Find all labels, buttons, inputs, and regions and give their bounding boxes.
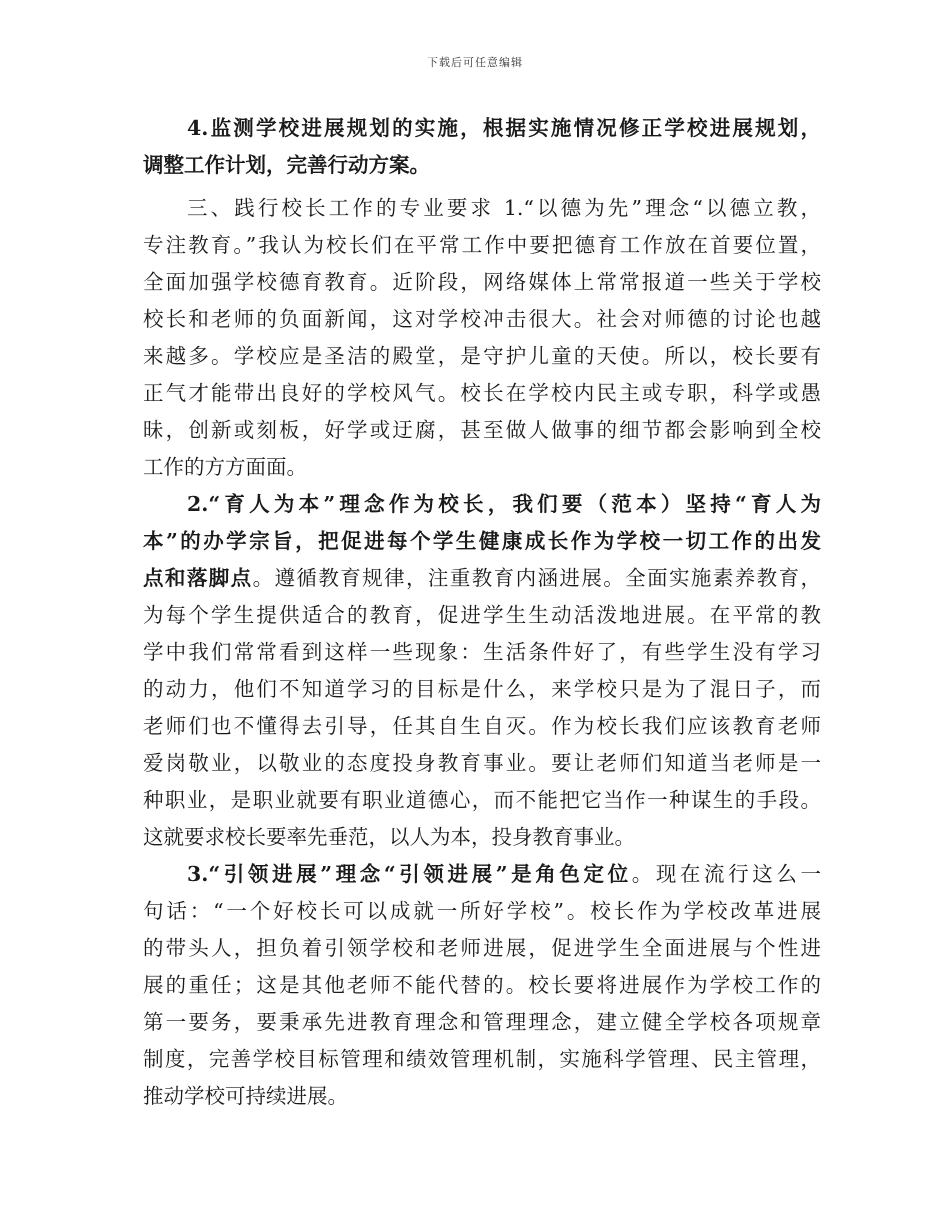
page-header: 下载后可任意编辑 bbox=[427, 56, 523, 69]
body-text: 工作的方方面面。 bbox=[143, 455, 307, 479]
text-line bbox=[143, 560, 821, 597]
paragraph bbox=[143, 856, 821, 1115]
text-line bbox=[143, 1004, 821, 1041]
text-line bbox=[143, 301, 821, 338]
text-line bbox=[143, 486, 821, 523]
text-line bbox=[143, 1041, 821, 1078]
document-body bbox=[143, 110, 821, 1115]
bold-text: 本”的办学宗旨，把促进每个学生健康成长作为学校一切工作的出发 bbox=[143, 529, 821, 553]
body-text: 。遵循教育规律，注重教育内涵进展。全面实施素养教育， bbox=[252, 566, 821, 590]
body-text: 的动力，他们不知道学习的目标是什么，来学校只是为了混日子，而 bbox=[143, 677, 821, 701]
body-text: 为每个学生提供适合的教育，促进学生生动活泼地进展。在平常的教 bbox=[143, 603, 821, 627]
text-line bbox=[143, 110, 821, 147]
body-text: 的带头人，担负着引领学校和老师进展，促进学生全面进展与个性进 bbox=[143, 936, 821, 960]
text-line bbox=[143, 190, 821, 227]
bold-text: 调整工作计划，完善行动方案。 bbox=[143, 153, 430, 177]
text-line bbox=[143, 930, 821, 967]
body-text: 展的重任；这是其他老师不能代替的。校长要将进展作为学校工作的 bbox=[143, 973, 821, 997]
bold-text: 4.监测学校进展规划的实施，根据实施情况修正学校进展规划， bbox=[187, 116, 821, 140]
body-text: 三、践行校长工作的专业要求 1.“以德为先”理念“以德立教， bbox=[187, 196, 821, 220]
text-line bbox=[143, 338, 821, 375]
paragraph bbox=[143, 110, 821, 184]
body-text: 正气才能带出良好的学校风气。校长在学校内民主或专职，科学或愚 bbox=[143, 381, 821, 405]
bold-text: 2.“育人为本”理念作为校长，我们要（范本）坚持“育人为 bbox=[187, 492, 821, 516]
body-text: 这就要求校长要率先垂范，以人为本，投身教育事业。 bbox=[143, 825, 635, 849]
text-line bbox=[143, 893, 821, 930]
body-text: 。现在流行这么一 bbox=[631, 862, 821, 886]
body-text: 句话：“一个好校长可以成就一所好学校”。校长作为学校改革进展 bbox=[143, 899, 821, 923]
body-text: 全面加强学校德育教育。近阶段，网络媒体上常常报道一些关于学校 bbox=[143, 270, 821, 294]
text-line bbox=[143, 1078, 821, 1115]
text-line bbox=[143, 449, 821, 486]
body-text: 制度，完善学校目标管理和绩效管理机制，实施科学管理、民主管理， bbox=[143, 1047, 821, 1071]
text-line bbox=[143, 782, 821, 819]
body-text: 爱岗敬业，以敬业的态度投身教育事业。要让老师们知道当老师是一 bbox=[143, 751, 821, 775]
text-line bbox=[143, 375, 821, 412]
text-line bbox=[143, 264, 821, 301]
text-line bbox=[143, 856, 821, 893]
body-text: 老师们也不懂得去引导，任其自生自灭。作为校长我们应该教育老师 bbox=[143, 714, 821, 738]
bold-text: 3.“引领进展”理念“引领进展”是角色定位 bbox=[187, 862, 632, 886]
body-text: 校长和老师的负面新闻，这对学校冲击很大。社会对师德的讨论也越 bbox=[143, 307, 821, 331]
body-text: 专注教育。”我认为校长们在平常工作中要把德育工作放在首要位置， bbox=[143, 233, 821, 257]
text-line bbox=[143, 412, 821, 449]
text-line bbox=[143, 634, 821, 671]
body-text: 推动学校可持续进展。 bbox=[143, 1084, 348, 1108]
text-line bbox=[143, 745, 821, 782]
text-line bbox=[143, 523, 821, 560]
text-line bbox=[143, 597, 821, 634]
body-text: 种职业，是职业就要有职业道德心，而不能把它当作一种谋生的手段。 bbox=[143, 788, 821, 812]
text-line bbox=[143, 671, 821, 708]
body-text: 昧，创新或刻板，好学或迂腐，甚至做人做事的细节都会影响到全校 bbox=[143, 418, 821, 442]
text-line bbox=[143, 147, 821, 184]
body-text: 第一要务，要秉承先进教育理念和管理理念，建立健全学校各项规章 bbox=[143, 1010, 821, 1034]
text-line bbox=[143, 967, 821, 1004]
text-line bbox=[143, 819, 821, 856]
text-line bbox=[143, 227, 821, 264]
body-text: 来越多。学校应是圣洁的殿堂，是守护儿童的天使。所以，校长要有 bbox=[143, 344, 821, 368]
body-text: 学中我们常常看到这样一些现象：生活条件好了，有些学生没有学习 bbox=[143, 640, 821, 664]
paragraph bbox=[143, 486, 821, 856]
paragraph bbox=[143, 190, 821, 486]
bold-text: 点和落脚点 bbox=[143, 566, 253, 590]
text-line bbox=[143, 708, 821, 745]
